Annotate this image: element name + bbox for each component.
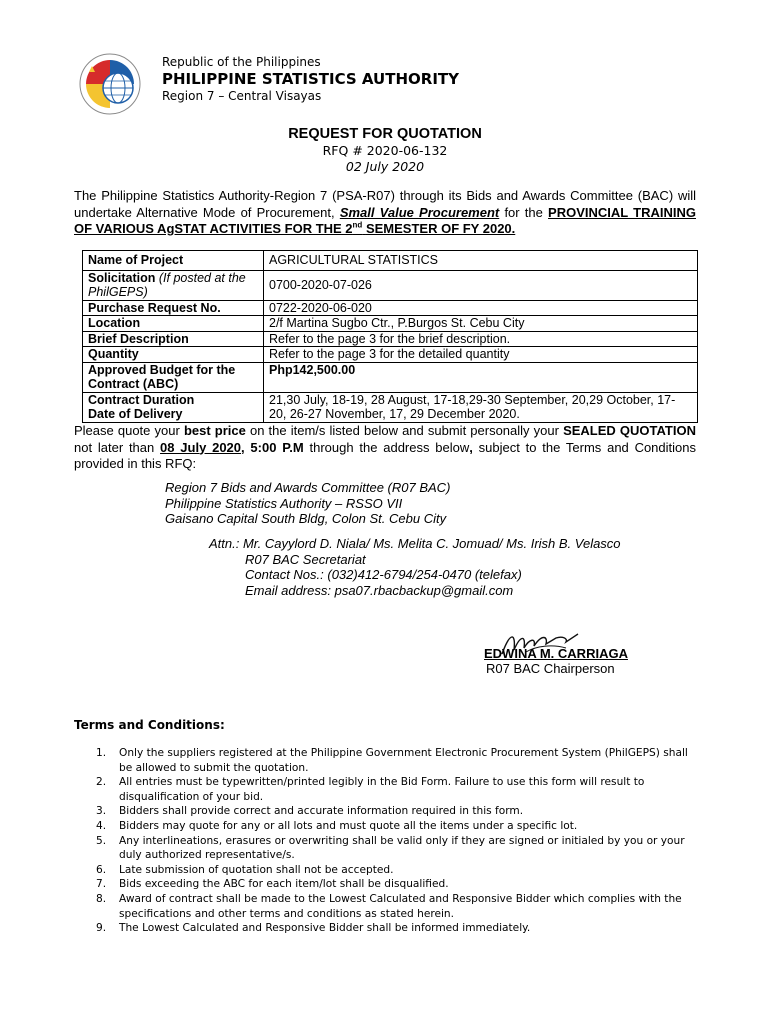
table-row [83, 347, 698, 363]
list-item: 5. Any interlineations, erasures or overwriting shall be valid only if they are signed or initialed by you or your duly authorized representative/s. [96, 834, 685, 862]
name-label: Name of Project [83, 251, 264, 271]
brief-label: Brief Description [83, 331, 264, 347]
attention-line: R07 BAC Secretariat [245, 551, 366, 567]
project-details-table [82, 250, 698, 423]
list-item: 4. Bidders may quote for any or all lots and must quote all the items under a specific lot. [96, 819, 578, 832]
list-item: 3. Bidders shall provide correct and accurate information required in this form. [96, 805, 524, 818]
quantity-value: Refer to the page 3 for the detailed quantity [264, 347, 698, 363]
table-row [83, 270, 698, 300]
header-republic: Republic of the Philippines [162, 55, 321, 69]
attention-line: Contact Nos.: (032)412-6794/254-0470 (telefax) [245, 567, 522, 582]
header-agency: PHILIPPINE STATISTICS AUTHORITY [162, 70, 460, 88]
solicitation-value: 0700-2020-07-026 [264, 270, 698, 300]
attention-line: Attn.: Mr. Cayylord D. Niala/ Ms. Melita C. Jomuad/ Ms. Irish B. Velasco [209, 536, 621, 551]
solicitation-label: Solicitation (If posted at the PhilGEPS) [83, 270, 264, 300]
duration-delivery-labels: Contract Duration Date of Delivery [83, 392, 264, 422]
table-row [83, 251, 698, 271]
table-row [83, 392, 698, 422]
contact-email: Email address: psa07.rbacbackup@gmail.com [245, 582, 514, 598]
address-line: Region 7 Bids and Awards Committee (R07 BAC) [165, 480, 451, 495]
location-label: Location [83, 316, 264, 332]
header-region: Region 7 – Central Visayas [162, 89, 322, 103]
intro-text-1: The Philippine Statistics Authority-Region 7 (PSA-R07) through its Bids and Awards Committee (BAC) will undertake Alternative Mode of Procurement, [74, 188, 696, 220]
name-value: AGRICULTURAL STATISTICS [264, 251, 698, 271]
rfq-number: RFQ # 2020-06-132 [322, 143, 448, 158]
location-value: 2/f Martina Sugbo Ctr., P.Burgos St. Cebu City [264, 316, 698, 332]
intro-paragraph [74, 188, 696, 238]
list-item: 7. Bids exceeding the ABC for each item/lot shall be disqualified. [96, 878, 449, 891]
abc-value: Php142,500.00 [264, 362, 698, 392]
table-row [83, 362, 698, 392]
address-line: Gaisano Capital South Bldg, Colon St. Cebu City [165, 511, 447, 526]
project-title: PROVINCIAL TRAINING OF VARIOUS AgSTAT ACTIVITIES FOR THE 2nd SEMESTER OF FY 2020. [74, 204, 696, 236]
list-item: 1. Only the suppliers registered at the Philippine Government Electronic Procurement System (PhilGEPS) shall be allowed to submit the quotation. [96, 747, 688, 774]
signatory-title: R07 BAC Chairperson [486, 661, 615, 676]
procurement-mode: Small Value Procurement [339, 204, 500, 220]
signatory-name: EDWINA M. CARRIAGA [484, 646, 628, 661]
attention-block [209, 536, 621, 598]
psa-seal-icon [72, 46, 148, 122]
brief-value: Refer to the page 3 for the brief description. [264, 331, 698, 347]
list-item: 6. Late submission of quotation shall not be accepted. [96, 863, 394, 876]
table-row [83, 331, 698, 347]
table-row [83, 316, 698, 332]
terms-heading: Terms and Conditions: [74, 718, 225, 732]
pr-label: Purchase Request No. [83, 300, 264, 316]
list-item: 8. Award of contract shall be made to the Lowest Calculated and Responsive Bidder which complies with the specifications and other terms and conditions as stated herein. [96, 892, 682, 920]
submission-address [165, 480, 450, 527]
intro-text-2: for the [504, 204, 543, 220]
address-line: Philippine Statistics Authority – RSSO VII [165, 495, 403, 511]
document-title: REQUEST FOR QUOTATION [288, 126, 482, 142]
table-row [83, 300, 698, 316]
terms-list [74, 746, 698, 936]
quantity-label: Quantity [83, 347, 264, 363]
quote-paragraph: Please quote your best price on the item/s listed below and submit personally your SEALED QUOTATION not later than 08 July 2020, 5:00 P.M through the address below, subject to the Terms and Conditions provided in this RFQ: [74, 423, 696, 471]
abc-label: Approved Budget for the Contract (ABC) [83, 362, 264, 392]
duration-value: 21,30 July, 18-19, 28 August, 17-18,29-30 September, 20,29 October, 17-20, 26-27 November, 17, 29 December 2020. [264, 392, 698, 422]
list-item: 9. The Lowest Calculated and Responsive Bidder shall be informed immediately. [96, 922, 531, 935]
pr-value: 0722-2020-06-020 [264, 300, 698, 316]
list-item: 2. All entries must be typewritten/printed legibly in the Bid Form. Failure to use this form will result to disqualification of your bid. [96, 776, 645, 803]
rfq-date: 02 July 2020 [345, 159, 425, 174]
